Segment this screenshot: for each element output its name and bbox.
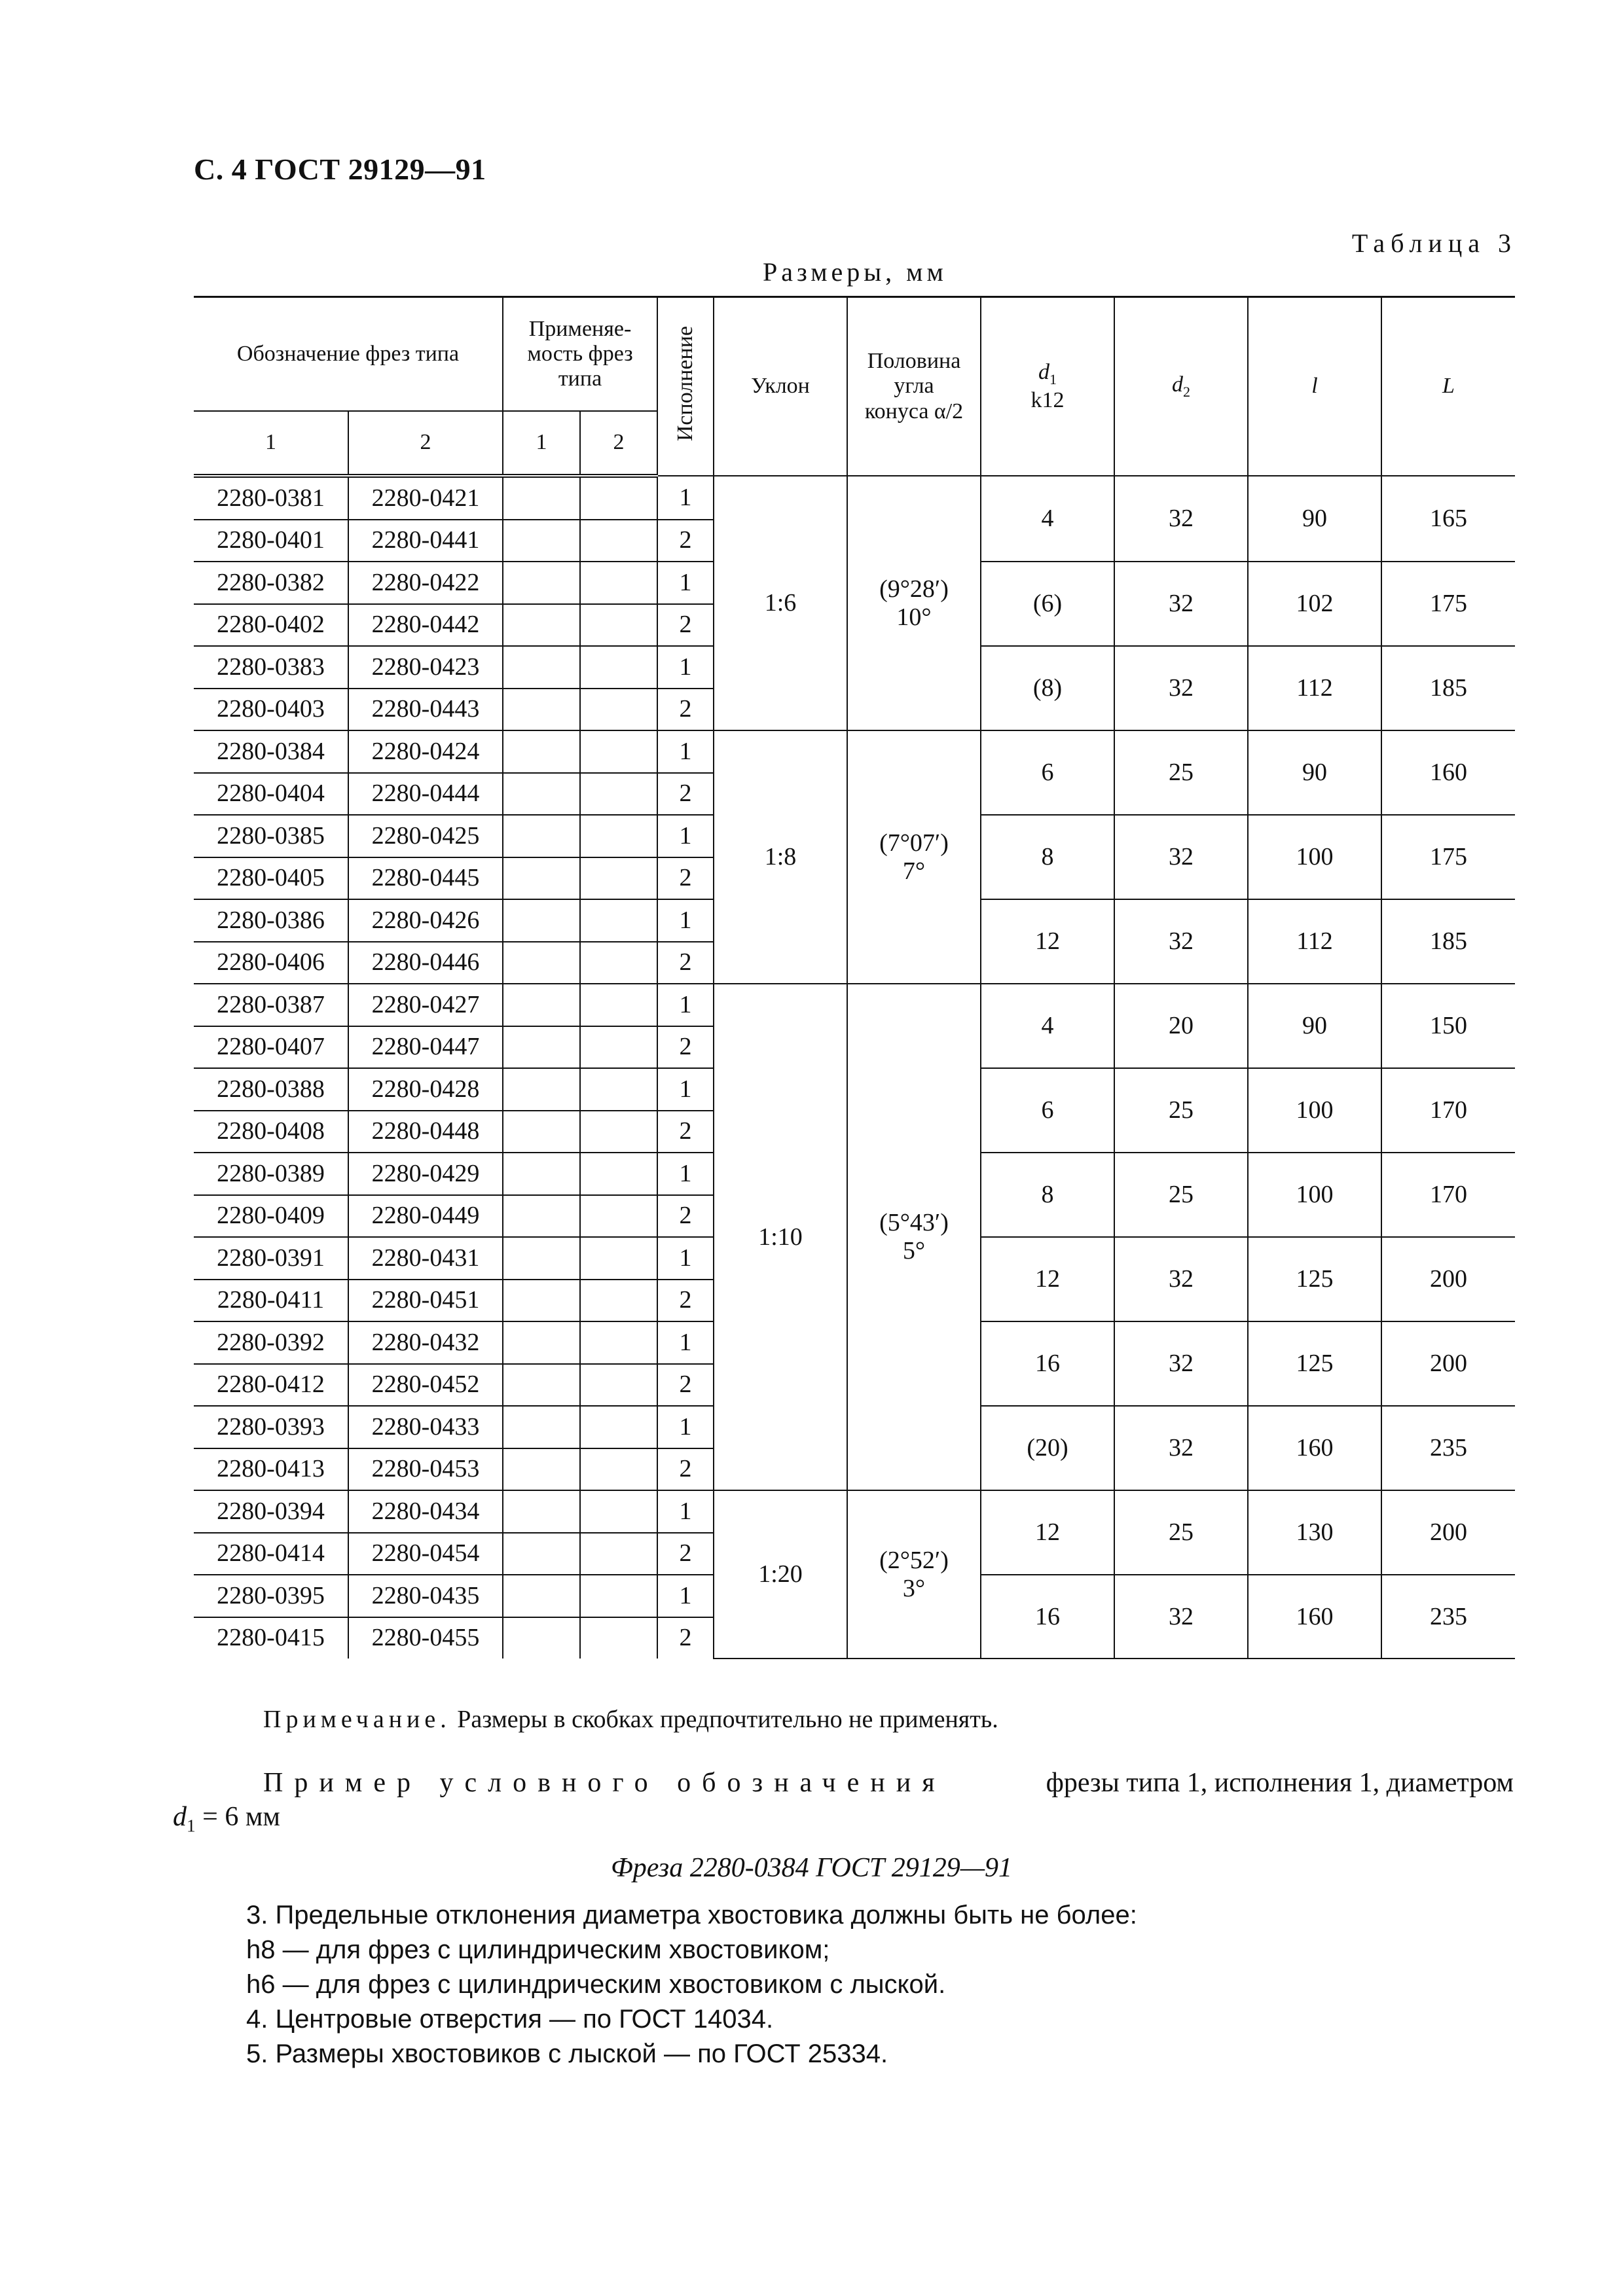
cell-type2-designation: 2280-0431	[348, 1237, 503, 1280]
cell-applicability-1	[503, 476, 580, 520]
cell-d2: 32	[1114, 476, 1248, 562]
cell-l: 130	[1248, 1490, 1381, 1575]
cell-applicability-1	[503, 604, 580, 647]
cell-l: 100	[1248, 1153, 1381, 1237]
cell-execution: 1	[657, 1406, 714, 1448]
cell-applicability-1	[503, 1068, 580, 1111]
cell-applicability-2	[580, 1490, 657, 1533]
cell-applicability-2	[580, 1533, 657, 1575]
example-line	[263, 1767, 1514, 1799]
cell-l: 112	[1248, 646, 1381, 730]
header-d1-sub: 1	[1049, 370, 1057, 387]
cell-type1-designation: 2280-0394	[194, 1490, 348, 1533]
cell-type2-designation: 2280-0426	[348, 899, 503, 942]
cell-applicability-1	[503, 1195, 580, 1238]
table-row	[194, 1490, 1515, 1533]
note-text: Размеры в скобках предпочтительно не применять.	[450, 1706, 998, 1733]
cell-applicability-2	[580, 1195, 657, 1238]
cell-type1-designation: 2280-0387	[194, 984, 348, 1026]
cell-execution: 2	[657, 1280, 714, 1322]
cell-d1: 4	[981, 476, 1114, 562]
cell-slope: 1:10	[714, 984, 847, 1490]
cell-l: 160	[1248, 1406, 1381, 1490]
cell-applicability-1	[503, 562, 580, 604]
cell-execution: 2	[657, 689, 714, 731]
header-type-1: 1	[194, 411, 348, 476]
cell-type1-designation: 2280-0389	[194, 1153, 348, 1195]
cell-type1-designation: 2280-0408	[194, 1111, 348, 1153]
cell-type2-designation: 2280-0421	[348, 476, 503, 520]
cell-applicability-2	[580, 1068, 657, 1111]
cell-type2-designation: 2280-0453	[348, 1448, 503, 1491]
cell-type1-designation: 2280-0415	[194, 1617, 348, 1659]
cell-L: 150	[1381, 984, 1515, 1068]
cell-type1-designation: 2280-0388	[194, 1068, 348, 1111]
cell-applicability-1	[503, 1533, 580, 1575]
list-item: 5. Размеры хвостовиков с лыской — по ГОСТ 25334.	[246, 2039, 888, 2068]
cell-applicability-1	[503, 1406, 580, 1448]
cell-d1: 16	[981, 1321, 1114, 1406]
cell-type1-designation: 2280-0401	[194, 520, 348, 562]
header-d2-sub: 2	[1182, 384, 1191, 401]
cell-l: 125	[1248, 1321, 1381, 1406]
cell-type1-designation: 2280-0402	[194, 604, 348, 647]
cell-d2: 20	[1114, 984, 1248, 1068]
cell-type1-designation: 2280-0413	[194, 1448, 348, 1491]
cell-applicability-2	[580, 1406, 657, 1448]
cell-d1: (8)	[981, 646, 1114, 730]
cell-type2-designation: 2280-0434	[348, 1490, 503, 1533]
cell-applicability-1	[503, 857, 580, 900]
cell-d2: 32	[1114, 1321, 1248, 1406]
example-line2	[173, 1801, 280, 1836]
cell-type2-designation: 2280-0445	[348, 857, 503, 900]
example-var-sub: 1	[187, 1816, 196, 1836]
cell-execution: 1	[657, 1575, 714, 1617]
example-text: фрезы типа 1, исполнения 1, диаметром	[1046, 1768, 1514, 1798]
cell-d2: 25	[1114, 1490, 1248, 1575]
cell-d1: 12	[981, 1490, 1114, 1575]
cell-type2-designation: 2280-0441	[348, 520, 503, 562]
cell-type2-designation: 2280-0427	[348, 984, 503, 1026]
cell-execution: 1	[657, 984, 714, 1026]
list-item: 4. Центровые отверстия — по ГОСТ 14034.	[246, 2005, 774, 2034]
header-half-angle-line2: угла	[894, 374, 934, 399]
units-caption: Размеры, мм	[763, 257, 947, 287]
header-designation: Обозначение фрез типа	[194, 297, 503, 412]
cell-execution: 1	[657, 1237, 714, 1280]
cell-applicability-1	[503, 1617, 580, 1659]
cell-d2: 32	[1114, 562, 1248, 646]
cell-applicability-2	[580, 1280, 657, 1322]
cell-type1-designation: 2280-0411	[194, 1280, 348, 1322]
cell-applicability-2	[580, 689, 657, 731]
example-var: d	[173, 1802, 187, 1832]
cell-applicability-2	[580, 562, 657, 604]
cell-slope: 1:8	[714, 730, 847, 984]
cell-l: 90	[1248, 730, 1381, 815]
cell-d2: 25	[1114, 1153, 1248, 1237]
cell-half-angle	[847, 1490, 981, 1659]
cell-type2-designation: 2280-0449	[348, 1195, 503, 1238]
cell-d1: 4	[981, 984, 1114, 1068]
cell-slope: 1:6	[714, 476, 847, 730]
cell-d1: 8	[981, 1153, 1114, 1237]
cell-applicability-1	[503, 1111, 580, 1153]
header-app-1: 1	[503, 411, 580, 476]
cell-type2-designation: 2280-0433	[348, 1406, 503, 1448]
cell-d2: 32	[1114, 899, 1248, 984]
cell-applicability-1	[503, 1237, 580, 1280]
header-d2	[1114, 297, 1248, 476]
header-app-2: 2	[580, 411, 657, 476]
cell-d1: (20)	[981, 1406, 1114, 1490]
cell-execution: 1	[657, 562, 714, 604]
cell-applicability-2	[580, 476, 657, 520]
cell-d2: 32	[1114, 1237, 1248, 1321]
cell-d1: 12	[981, 1237, 1114, 1321]
cell-type2-designation: 2280-0435	[348, 1575, 503, 1617]
cell-L: 200	[1381, 1490, 1515, 1575]
cell-applicability-2	[580, 815, 657, 857]
header-d2-symbol: d	[1171, 372, 1183, 397]
cell-execution: 1	[657, 730, 714, 773]
cell-applicability-1	[503, 1321, 580, 1364]
cell-d2: 32	[1114, 815, 1248, 899]
cell-type1-designation: 2280-0383	[194, 646, 348, 689]
cell-L: 185	[1381, 646, 1515, 730]
cell-execution: 2	[657, 1533, 714, 1575]
cell-d1: 16	[981, 1575, 1114, 1659]
cell-applicability-1	[503, 520, 580, 562]
cell-execution: 1	[657, 646, 714, 689]
cell-d2: 32	[1114, 646, 1248, 730]
cell-execution: 2	[657, 942, 714, 984]
list-item: 3. Предельные отклонения диаметра хвостовика должны быть не более:	[246, 1901, 1137, 1929]
cell-type2-designation: 2280-0425	[348, 815, 503, 857]
cell-type1-designation: 2280-0382	[194, 562, 348, 604]
half-angle-approx: (7°07′)	[879, 829, 949, 857]
header-type-2: 2	[348, 411, 503, 476]
header-d1	[981, 297, 1114, 476]
cell-type2-designation: 2280-0455	[348, 1617, 503, 1659]
cell-l: 90	[1248, 476, 1381, 562]
cell-L: 165	[1381, 476, 1515, 562]
page-header: С. 4 ГОСТ 29129—91	[194, 152, 486, 186]
header-half-angle-line3: конуса α/2	[864, 399, 964, 423]
header-slope: Уклон	[714, 297, 847, 476]
cell-l: 125	[1248, 1237, 1381, 1321]
cell-applicability-2	[580, 730, 657, 773]
requirements-list	[246, 1898, 1137, 2072]
half-angle-approx: (2°52′)	[879, 1546, 949, 1574]
cell-applicability-2	[580, 942, 657, 984]
cell-l: 90	[1248, 984, 1381, 1068]
cell-type1-designation: 2280-0391	[194, 1237, 348, 1280]
cell-applicability-1	[503, 899, 580, 942]
cell-L: 235	[1381, 1406, 1515, 1490]
cell-half-angle	[847, 984, 981, 1490]
cell-type1-designation: 2280-0412	[194, 1364, 348, 1407]
cell-type1-designation: 2280-0393	[194, 1406, 348, 1448]
cell-type1-designation: 2280-0405	[194, 857, 348, 900]
cell-type2-designation: 2280-0422	[348, 562, 503, 604]
cell-l: 100	[1248, 815, 1381, 899]
cell-applicability-1	[503, 1026, 580, 1069]
cell-slope: 1:20	[714, 1490, 847, 1659]
header-d1-symbol: d	[1038, 360, 1049, 385]
cell-L: 170	[1381, 1068, 1515, 1153]
cell-d1: (6)	[981, 562, 1114, 646]
cell-applicability-1	[503, 984, 580, 1026]
cell-execution: 1	[657, 1068, 714, 1111]
cell-type1-designation: 2280-0414	[194, 1533, 348, 1575]
header-l: l	[1248, 297, 1381, 476]
cell-type2-designation: 2280-0447	[348, 1026, 503, 1069]
cell-applicability-1	[503, 1490, 580, 1533]
cell-applicability-2	[580, 1237, 657, 1280]
cell-execution: 2	[657, 1617, 714, 1659]
cell-execution: 2	[657, 1448, 714, 1491]
cell-type2-designation: 2280-0429	[348, 1153, 503, 1195]
cell-execution: 2	[657, 520, 714, 562]
cell-type1-designation: 2280-0403	[194, 689, 348, 731]
cell-applicability-2	[580, 1111, 657, 1153]
cell-applicability-1	[503, 1153, 580, 1195]
half-angle-approx: (9°28′)	[879, 575, 949, 603]
cell-L: 185	[1381, 899, 1515, 984]
cell-execution: 1	[657, 1153, 714, 1195]
cell-applicability-2	[580, 984, 657, 1026]
table-note	[263, 1705, 998, 1734]
cell-execution: 1	[657, 476, 714, 520]
table-row	[194, 730, 1515, 773]
cell-type1-designation: 2280-0386	[194, 899, 348, 942]
cell-type2-designation: 2280-0428	[348, 1068, 503, 1111]
cell-d1: 12	[981, 899, 1114, 984]
cell-type2-designation: 2280-0451	[348, 1280, 503, 1322]
example-label: Пример условного обозначения	[263, 1768, 946, 1798]
cell-applicability-1	[503, 1575, 580, 1617]
cell-type1-designation: 2280-0392	[194, 1321, 348, 1364]
cell-execution: 2	[657, 1195, 714, 1238]
cell-execution: 2	[657, 857, 714, 900]
cell-l: 100	[1248, 1068, 1381, 1153]
cell-execution: 2	[657, 773, 714, 816]
cell-type1-designation: 2280-0381	[194, 476, 348, 520]
cell-type2-designation: 2280-0446	[348, 942, 503, 984]
cell-type2-designation: 2280-0454	[348, 1533, 503, 1575]
cell-type2-designation: 2280-0442	[348, 604, 503, 647]
cell-applicability-2	[580, 1575, 657, 1617]
header-half-angle-line1: Половина	[867, 349, 961, 374]
cell-d1: 8	[981, 815, 1114, 899]
cell-execution: 1	[657, 1321, 714, 1364]
cell-L: 160	[1381, 730, 1515, 815]
cell-applicability-2	[580, 1321, 657, 1364]
cell-applicability-1	[503, 646, 580, 689]
cell-execution: 2	[657, 1026, 714, 1069]
cell-type1-designation: 2280-0409	[194, 1195, 348, 1238]
cell-execution: 1	[657, 815, 714, 857]
cell-applicability-2	[580, 604, 657, 647]
cell-L: 175	[1381, 815, 1515, 899]
cell-type1-designation: 2280-0384	[194, 730, 348, 773]
cell-d2: 25	[1114, 1068, 1248, 1153]
example-value: = 6 мм	[195, 1802, 280, 1832]
cell-L: 200	[1381, 1321, 1515, 1406]
cell-d1: 6	[981, 730, 1114, 815]
header-applicability: Применяе- мость фрез типа	[503, 297, 657, 412]
cell-applicability-1	[503, 1364, 580, 1407]
note-label: Примечание.	[263, 1706, 451, 1733]
cell-half-angle	[847, 476, 981, 730]
table-row	[194, 984, 1515, 1026]
header-execution	[657, 297, 714, 476]
list-item: h8 — для фрез с цилиндрическим хвостовиком;	[246, 1935, 830, 1964]
cell-applicability-1	[503, 773, 580, 816]
cell-applicability-2	[580, 899, 657, 942]
cell-l: 102	[1248, 562, 1381, 646]
cell-execution: 2	[657, 1364, 714, 1407]
header-d1-tolerance: k12	[1030, 387, 1065, 412]
table-row	[194, 476, 1515, 520]
cell-type2-designation: 2280-0452	[348, 1364, 503, 1407]
example-designation: Фреза 2280-0384 ГОСТ 29129—91	[610, 1853, 1013, 1883]
cell-type2-designation: 2280-0432	[348, 1321, 503, 1364]
cell-execution: 2	[657, 1111, 714, 1153]
cell-applicability-2	[580, 520, 657, 562]
cell-d2: 32	[1114, 1406, 1248, 1490]
cell-type2-designation: 2280-0448	[348, 1111, 503, 1153]
cell-L: 200	[1381, 1237, 1515, 1321]
cell-execution: 1	[657, 899, 714, 942]
cell-applicability-2	[580, 1448, 657, 1491]
cell-applicability-2	[580, 1026, 657, 1069]
header-execution-label: Исполнение	[672, 325, 697, 441]
cell-l: 112	[1248, 899, 1381, 984]
cell-applicability-1	[503, 730, 580, 773]
cell-execution: 1	[657, 1490, 714, 1533]
list-item: h6 — для фрез с цилиндрическим хвостовиком с лыской.	[246, 1970, 946, 1999]
cell-applicability-2	[580, 857, 657, 900]
cell-d2: 25	[1114, 730, 1248, 815]
cell-type2-designation: 2280-0424	[348, 730, 503, 773]
cell-execution: 2	[657, 604, 714, 647]
cell-type1-designation: 2280-0406	[194, 942, 348, 984]
cell-type1-designation: 2280-0385	[194, 815, 348, 857]
dimensions-table	[194, 296, 1515, 1659]
cell-type2-designation: 2280-0444	[348, 773, 503, 816]
cell-applicability-1	[503, 1280, 580, 1322]
cell-applicability-2	[580, 1153, 657, 1195]
cell-L: 170	[1381, 1153, 1515, 1237]
cell-applicability-2	[580, 773, 657, 816]
cell-type2-designation: 2280-0423	[348, 646, 503, 689]
half-angle-rounded: 7°	[902, 857, 926, 885]
cell-applicability-1	[503, 1448, 580, 1491]
cell-half-angle	[847, 730, 981, 984]
half-angle-rounded: 10°	[896, 603, 932, 631]
half-angle-rounded: 5°	[902, 1237, 926, 1265]
cell-applicability-1	[503, 942, 580, 984]
half-angle-rounded: 3°	[902, 1574, 926, 1602]
cell-applicability-1	[503, 689, 580, 731]
cell-d1: 6	[981, 1068, 1114, 1153]
header-L: L	[1381, 297, 1515, 476]
header-half-angle	[847, 297, 981, 476]
cell-type1-designation: 2280-0407	[194, 1026, 348, 1069]
cell-applicability-2	[580, 1364, 657, 1407]
cell-type2-designation: 2280-0443	[348, 689, 503, 731]
cell-L: 235	[1381, 1575, 1515, 1659]
cell-applicability-1	[503, 815, 580, 857]
cell-applicability-2	[580, 646, 657, 689]
cell-type1-designation: 2280-0404	[194, 773, 348, 816]
cell-d2: 32	[1114, 1575, 1248, 1659]
cell-L: 175	[1381, 562, 1515, 646]
table-caption: Таблица 3	[1351, 228, 1517, 258]
half-angle-approx: (5°43′)	[879, 1209, 949, 1237]
cell-applicability-2	[580, 1617, 657, 1659]
cell-l: 160	[1248, 1575, 1381, 1659]
cell-type1-designation: 2280-0395	[194, 1575, 348, 1617]
